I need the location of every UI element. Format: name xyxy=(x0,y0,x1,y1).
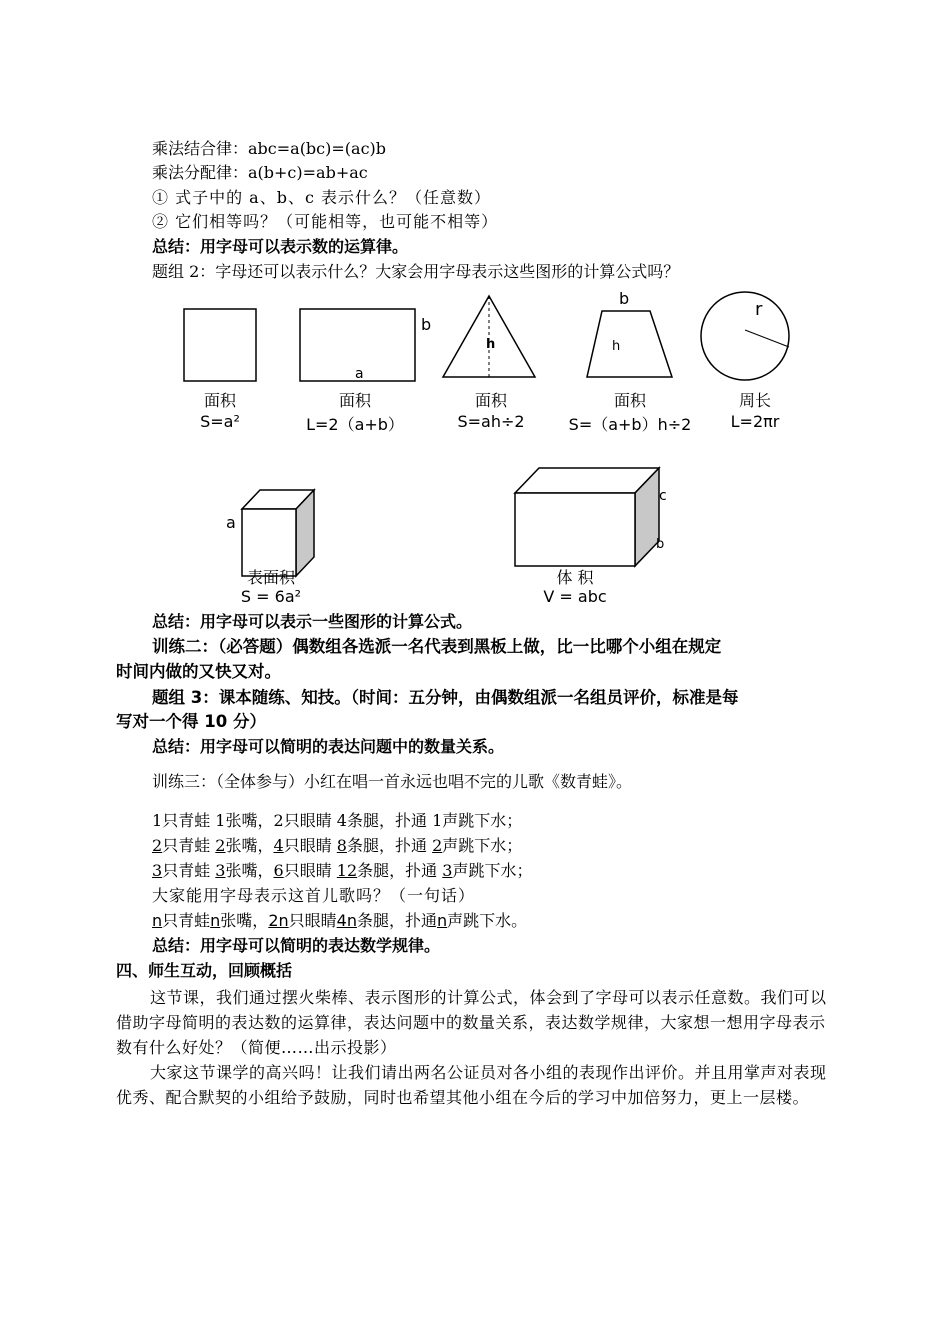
shape-4-name: 面积 xyxy=(613,391,646,410)
section4-heading: 四、师生互动，回顾概括 xyxy=(116,961,293,980)
law-distributive: 乘法分配律：a(b+c)=ab+ac xyxy=(152,163,368,182)
question-2: ② 它们相等吗？（可能相等，也可能不相等） xyxy=(152,212,499,231)
shape-3-name: 面积 xyxy=(474,391,507,410)
shape-1-formula: S=a² xyxy=(200,412,240,431)
group3-line1: 题组 3：课本随练、知技。（时间：五分钟，由偶数组派一名组员评价，标准是每 xyxy=(152,688,739,707)
cube-edge-label: a xyxy=(226,513,236,532)
question-1: ① 式子中的 a、b、c 表示什么？（任意数） xyxy=(152,188,492,207)
group3-line2: 写对一个得 10 分） xyxy=(116,712,266,731)
shape-4-formula: S=（a+b）h÷2 xyxy=(568,415,692,434)
summary-3: 总结：用字母可以简明的表达问题中的数量关系。 xyxy=(152,737,505,756)
cuboid-formula: V = abc xyxy=(543,587,607,606)
circle-shape xyxy=(701,292,789,380)
cuboid-top xyxy=(515,468,659,493)
song-line-2: 2只青蛙 2张嘴，4只眼睛 8条腿，扑通 2声跳下水； xyxy=(152,836,523,855)
circle-radius-label: r xyxy=(755,299,763,320)
rectangle-side-b-label: b xyxy=(421,315,432,334)
cuboid-b-label: b xyxy=(656,537,665,552)
song-line-1: 1只青蛙 1张嘴，2只眼睛 4条腿，扑通 1声跳下水； xyxy=(152,811,523,830)
cube-name: 表面积 xyxy=(246,568,295,587)
square-shape xyxy=(184,309,256,381)
cuboid-c-label: c xyxy=(659,488,667,504)
summary-2: 总结：用字母可以表示一些图形的计算公式。 xyxy=(152,612,473,631)
song-line-3: 3只青蛙 3张嘴，6只眼睛 12条腿，扑通 3声跳下水； xyxy=(152,861,533,880)
circle-radius-line xyxy=(745,330,789,347)
cube-formula: S = 6a² xyxy=(240,587,302,606)
shape-2-name: 面积 xyxy=(338,391,371,410)
cuboid-front xyxy=(515,493,635,566)
cuboid-name: 体 积 xyxy=(556,568,594,587)
train2-line1: 训练二：（必答题）偶数组各选派一名代表到黑板上做，比一比哪个小组在规定 xyxy=(152,637,722,656)
section4-paragraph-1: 这节课，我们通过摆火柴棒、表示图形的计算公式，体会到了字母可以表示任意数。我们可以借助字母简明的表达数的运算律，表达问题中的数量关系，表达数学规律，大家想一想用字母表示数有什么好处？（简便……出示投影） xyxy=(116,988,827,1057)
shape-1-name: 面积 xyxy=(203,391,236,410)
song-line-4: n只青蛙n张嘴，2n只眼睛4n条腿，扑通n声跳下水。 xyxy=(152,911,528,930)
shape-2-formula: L=2（a+b） xyxy=(306,415,404,434)
shape-3-formula: S=ah÷2 xyxy=(457,412,525,431)
song-question: 大家能用字母表示这首儿歌吗？（一句话） xyxy=(152,886,476,905)
train2-line2: 时间内做的又快又对。 xyxy=(116,662,281,681)
trapezoid-height-label: h xyxy=(612,339,621,354)
train3: 训练三：（全体参与）小红在唱一首永远也唱不完的儿歌《数青蛙》。 xyxy=(152,772,633,791)
summary-4: 总结：用字母可以简明的表达数学规律。 xyxy=(152,936,441,955)
trapezoid-top-label: b xyxy=(619,289,630,308)
section4-paragraph-2: 大家这节课学的高兴吗！让我们请出两名公证员对各小组的表现作出评价。并且用掌声对表现优秀、配合默契的小组给予鼓励，同时也希望其他小组在今后的学习中加倍努力，更上一层楼。 xyxy=(116,1063,827,1107)
shape-5-name: 周长 xyxy=(738,391,771,410)
triangle-height-label: h xyxy=(486,337,496,352)
group2-title: 题组 2：字母还可以表示什么？大家会用字母表示这些图形的计算公式吗？ xyxy=(152,262,680,281)
summary-1: 总结：用字母可以表示数的运算律。 xyxy=(152,237,409,256)
shape-5-formula: L=2πr xyxy=(730,412,780,431)
law-associative: 乘法结合律：abc=a(bc)=(ac)b xyxy=(152,139,387,158)
rectangle-side-a-label: a xyxy=(355,366,364,382)
trapezoid-shape xyxy=(587,311,672,377)
